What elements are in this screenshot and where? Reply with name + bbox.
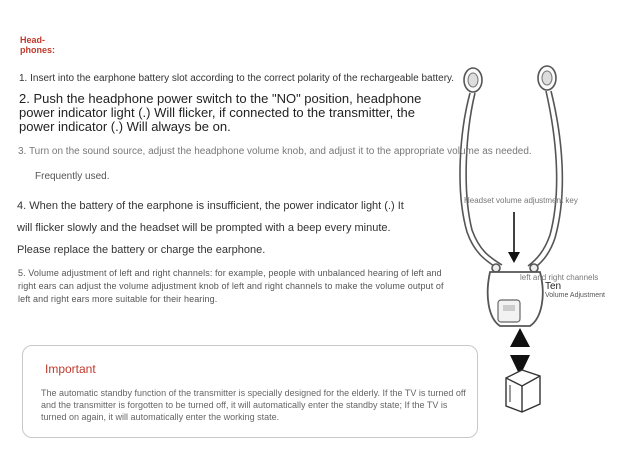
important-title: Important <box>45 362 96 376</box>
section-heading <box>20 35 80 55</box>
arrow-down-icon <box>508 212 520 263</box>
step-5-text: 5. Volume adjustment of left and right channels: for example, people with unbalanced hearing of left and right ears can adjust the volume adjustment knob of left and right channels to make the volume output of left and right ears more suitable for their hearing. <box>18 268 444 304</box>
volume-adjustment-label: Volume Adjustment <box>545 292 605 299</box>
step-4-text: 4. When the battery of the earphone is insufficient, the power indicator light (.) It will flicker slowly and the headset will be prompted with a beep every minute. Please replace the battery or charge the earphone. <box>17 200 404 256</box>
step-1-text: 1. Insert into the earphone battery slot according to the correct polarity of the rechargeable battery. <box>19 73 455 84</box>
transmitter-icon <box>506 370 540 412</box>
step-3-text: 3. Turn on the sound source, adjust the headphone volume knob, and adjust it to the appropriate volume as needed. <box>18 146 532 157</box>
volume-key-label: Headset volume adjustment key <box>464 196 578 205</box>
section-heading-text: Head- phones: <box>20 35 55 55</box>
ten-label: Ten <box>545 281 562 292</box>
step-3-note: Frequently used. <box>35 171 110 182</box>
step-2-text: 2. Push the headphone power switch to the "NO" position, headphone power indicator light (.) Will flicker, if connected to the transmitter, the power indicator (.) Will always be on. <box>19 91 422 134</box>
triangle-up-icon <box>510 328 530 347</box>
channels-label: left and right channels <box>520 273 599 282</box>
important-body: The automatic standby function of the transmitter is specially designed for the elderly. If the TV is turned off and the transmitter is forgotten to be turned off, it will automatically enter the standby state; If the TV is turned on again, it will automatically enter the working state. <box>41 388 466 422</box>
